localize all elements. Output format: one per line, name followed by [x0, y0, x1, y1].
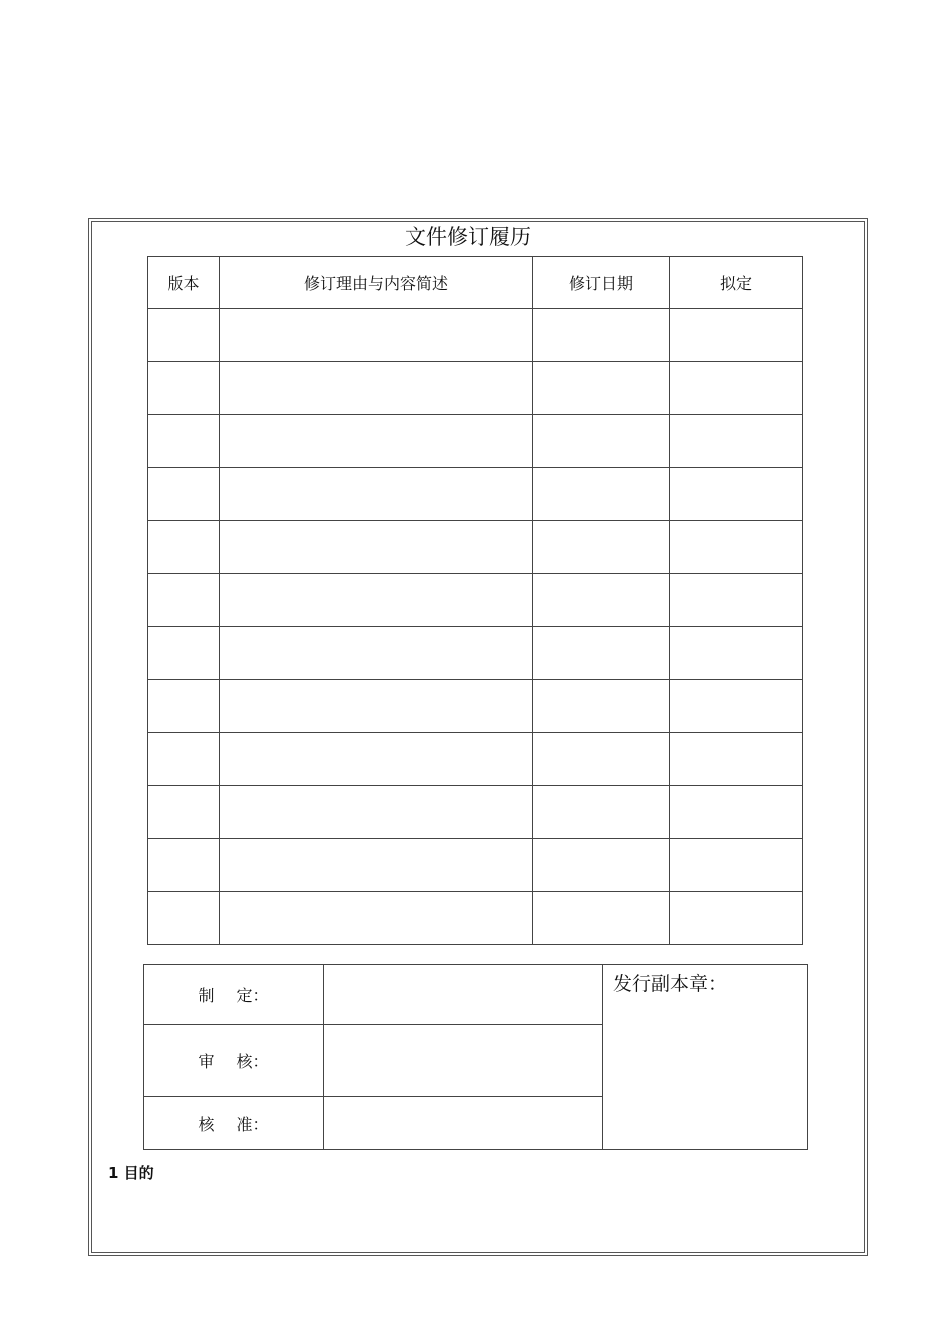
prepared-label-b: 定： — [236, 986, 269, 1005]
section-heading-purpose: 1 目的 — [108, 1164, 154, 1182]
table-row — [148, 892, 803, 945]
reason-cell[interactable] — [220, 309, 533, 362]
version-cell[interactable] — [148, 733, 220, 786]
reviewed-label — [144, 1025, 324, 1097]
version-cell[interactable] — [148, 415, 220, 468]
date-cell[interactable] — [533, 468, 670, 521]
approved-label — [144, 1097, 324, 1150]
date-cell[interactable] — [533, 892, 670, 945]
date-cell[interactable] — [533, 309, 670, 362]
header-drafter: 拟定 — [670, 257, 803, 309]
approved-label-a: 核 — [198, 1114, 215, 1134]
drafter-cell[interactable] — [670, 680, 803, 733]
table-header-row — [148, 257, 803, 309]
version-cell[interactable] — [148, 786, 220, 839]
version-cell[interactable] — [148, 574, 220, 627]
drafter-cell[interactable] — [670, 892, 803, 945]
version-cell[interactable] — [148, 309, 220, 362]
stamp-label: 发行副本章： — [613, 973, 728, 995]
version-cell[interactable] — [148, 362, 220, 415]
reason-cell[interactable] — [220, 892, 533, 945]
drafter-cell[interactable] — [670, 468, 803, 521]
drafter-cell[interactable] — [670, 733, 803, 786]
date-cell[interactable] — [533, 733, 670, 786]
drafter-cell[interactable] — [670, 839, 803, 892]
reason-cell[interactable] — [220, 521, 533, 574]
drafter-cell[interactable] — [670, 415, 803, 468]
table-row — [148, 574, 803, 627]
reason-cell[interactable] — [220, 839, 533, 892]
reviewed-label-a: 审 — [198, 1052, 215, 1071]
table-row — [148, 786, 803, 839]
version-cell[interactable] — [148, 892, 220, 945]
table-row — [148, 733, 803, 786]
date-cell[interactable] — [533, 839, 670, 892]
reviewed-signature-cell[interactable] — [324, 1025, 603, 1097]
version-cell[interactable] — [148, 839, 220, 892]
reason-cell[interactable] — [220, 786, 533, 839]
date-cell[interactable] — [533, 521, 670, 574]
table-row — [148, 415, 803, 468]
prepared-signature-cell[interactable] — [324, 965, 603, 1025]
date-cell[interactable] — [533, 362, 670, 415]
issue-copy-stamp-cell[interactable] — [603, 965, 808, 1150]
table-row — [148, 468, 803, 521]
table-row — [148, 839, 803, 892]
reason-cell[interactable] — [220, 415, 533, 468]
prepared-label — [144, 965, 324, 1025]
date-cell[interactable] — [533, 415, 670, 468]
table-row — [148, 680, 803, 733]
header-reason: 修订理由与内容简述 — [220, 257, 533, 309]
reason-cell[interactable] — [220, 574, 533, 627]
table-row — [148, 362, 803, 415]
drafter-cell[interactable] — [670, 362, 803, 415]
version-cell[interactable] — [148, 627, 220, 680]
version-cell[interactable] — [148, 521, 220, 574]
drafter-cell[interactable] — [670, 627, 803, 680]
drafter-cell[interactable] — [670, 786, 803, 839]
reason-cell[interactable] — [220, 468, 533, 521]
document-title: 文件修订履历 — [405, 225, 531, 249]
header-version: 版本 — [148, 257, 220, 309]
signoff-table — [143, 964, 808, 1150]
drafter-cell[interactable] — [670, 574, 803, 627]
revision-history-table — [147, 256, 803, 945]
approved-signature-cell[interactable] — [324, 1097, 603, 1150]
drafter-cell[interactable] — [670, 521, 803, 574]
approved-label-b: 准： — [236, 1114, 269, 1134]
reviewed-label-b: 核： — [236, 1052, 269, 1071]
header-date: 修订日期 — [533, 257, 670, 309]
date-cell[interactable] — [533, 786, 670, 839]
date-cell[interactable] — [533, 627, 670, 680]
date-cell[interactable] — [533, 680, 670, 733]
version-cell[interactable] — [148, 468, 220, 521]
reason-cell[interactable] — [220, 627, 533, 680]
prepared-label-a: 制 — [198, 986, 215, 1005]
drafter-cell[interactable] — [670, 309, 803, 362]
date-cell[interactable] — [533, 574, 670, 627]
table-row — [148, 309, 803, 362]
table-row — [148, 627, 803, 680]
reason-cell[interactable] — [220, 733, 533, 786]
reason-cell[interactable] — [220, 680, 533, 733]
reason-cell[interactable] — [220, 362, 533, 415]
version-cell[interactable] — [148, 680, 220, 733]
table-row — [148, 521, 803, 574]
